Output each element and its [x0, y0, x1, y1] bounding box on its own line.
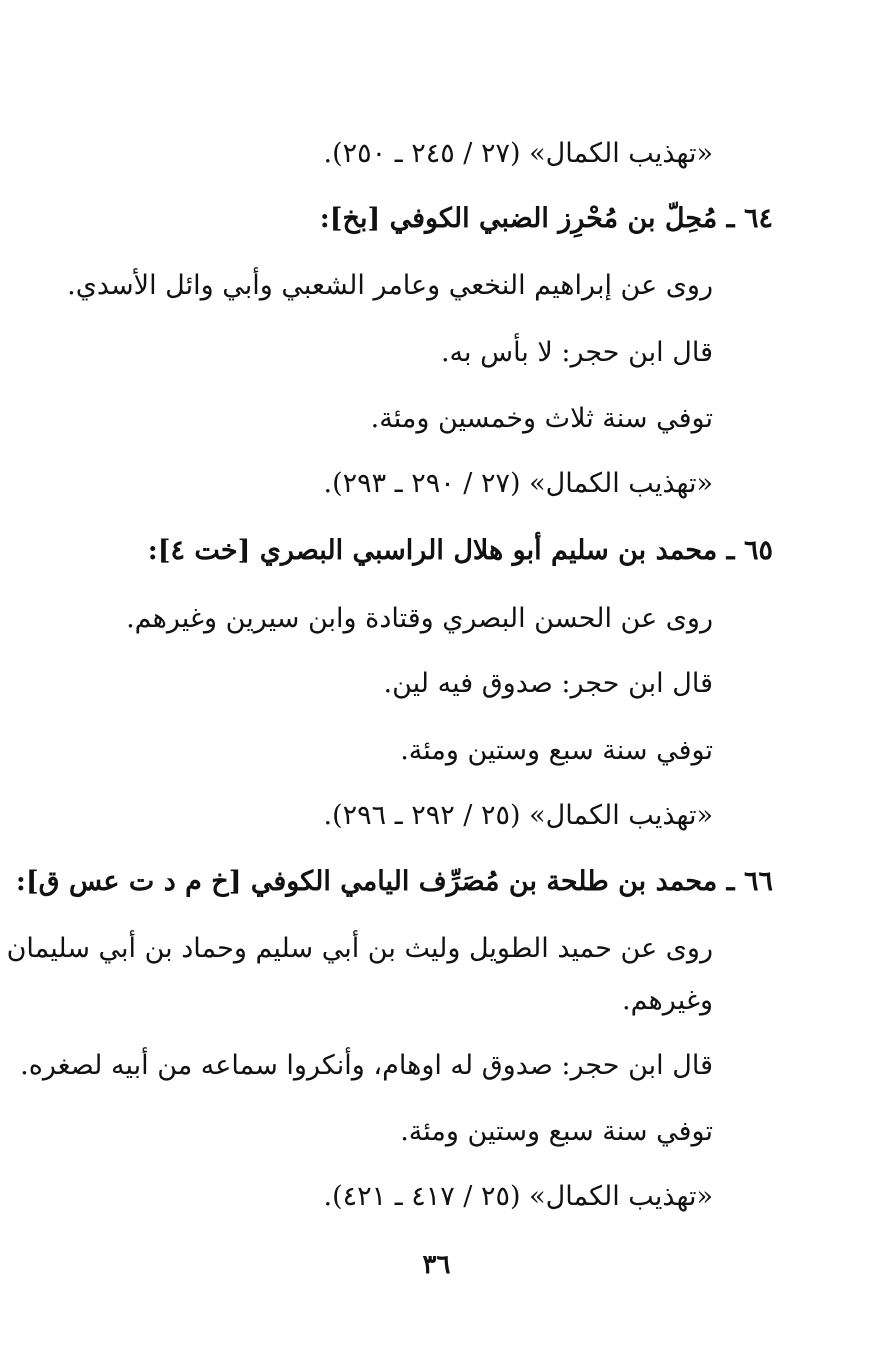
entry-heading-65: ٦٥ ـ محمد بن سليم أبو هلال الراسبي البصري [خت ٤]:	[147, 535, 773, 566]
narration-line: روى عن الحسن البصري وقتادة وابن سيرين وغيرهم.	[126, 603, 713, 634]
death-line: توفي سنة ثلاث وخمسين ومئة.	[370, 403, 713, 434]
entry-heading-64: ٦٤ ـ مُحِلّ بن مُحْرِز الضبي الكوفي [بخ]:	[319, 203, 773, 234]
citation-line: «تهذيب الكمال» (٢٧ / ٢٤٥ ـ ٢٥٠).	[323, 138, 713, 169]
narration-line: روى عن إبراهيم النخعي وعامر الشعبي وأبي وائل الأسدي.	[67, 270, 713, 301]
death-line: توفي سنة سبع وستين ومئة.	[400, 735, 713, 766]
citation-line: «تهذيب الكمال» (٢٥ / ٤١٧ ـ ٤٢١).	[323, 1181, 713, 1212]
grading-line: قال ابن حجر: صدوق له اوهام، وأنكروا سماعه من أبيه لصغره.	[20, 1050, 713, 1081]
citation-line: «تهذيب الكمال» (٢٥ / ٢٩٢ ـ ٢٩٦).	[323, 800, 713, 831]
grading-line: قال ابن حجر: لا بأس به.	[440, 337, 713, 368]
grading-line: قال ابن حجر: صدوق فيه لين.	[383, 668, 713, 699]
entry-heading-66: ٦٦ ـ محمد بن طلحة بن مُصَرِّف اليامي الكوفي [خ م د ت عس ق]:	[15, 866, 773, 897]
narration-line: روى عن حميد الطويل وليث بن أبي سليم وحماد بن أبي سليمان	[6, 933, 713, 964]
death-line: توفي سنة سبع وستين ومئة.	[400, 1116, 713, 1147]
narration-line-continued: وغيرهم.	[622, 985, 713, 1016]
citation-line: «تهذيب الكمال» (٢٧ / ٢٩٠ ـ ٢٩٣).	[323, 468, 713, 499]
page-number: ٣٦	[422, 1250, 451, 1280]
